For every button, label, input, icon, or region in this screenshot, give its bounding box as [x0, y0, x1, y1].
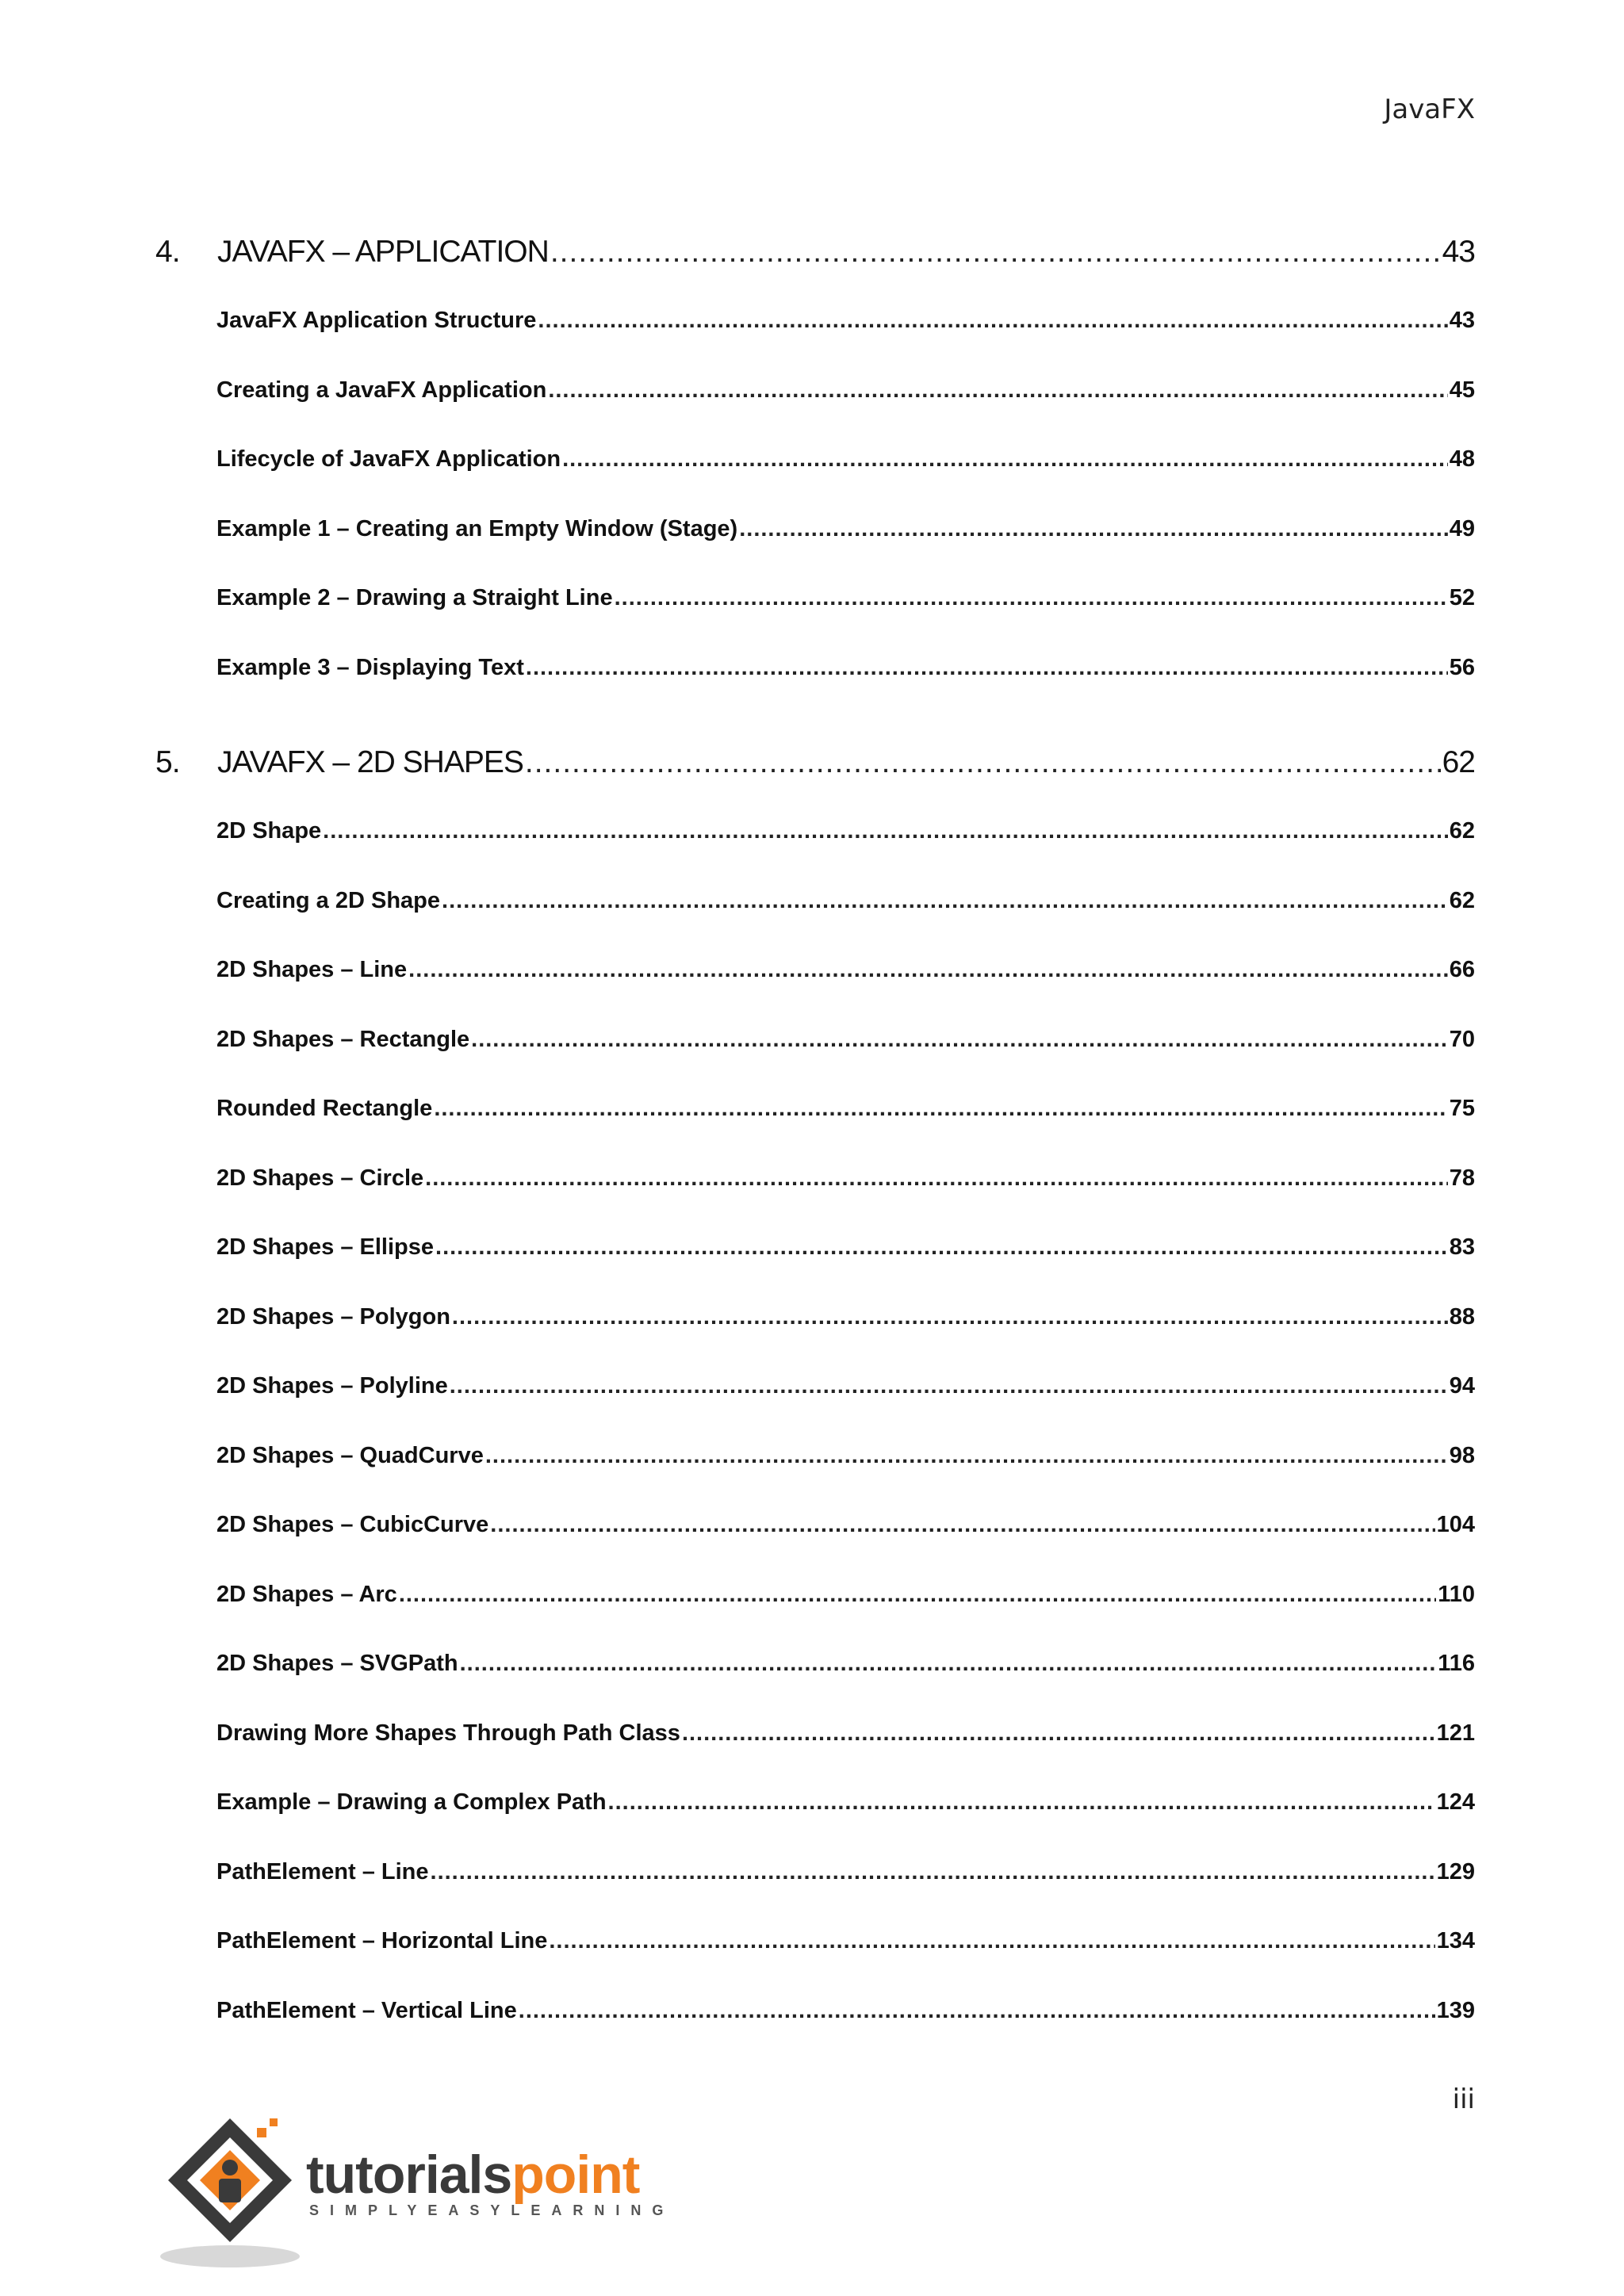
dot-leader: [408, 957, 1448, 983]
toc-section-entry[interactable]: [216, 1304, 1475, 1330]
section-title: Drawing More Shapes Through Path Class: [216, 1720, 680, 1746]
section-title: PathElement – Vertical Line: [216, 1997, 517, 2023]
section-page: 70: [1449, 1026, 1475, 1052]
dot-leader: [548, 377, 1447, 404]
chapter-page: 43: [1442, 235, 1475, 269]
section-title: 2D Shapes – Arc: [216, 1581, 397, 1607]
toc-section-entry[interactable]: [216, 1582, 1475, 1608]
tutorialspoint-logo: [151, 2101, 690, 2275]
section-title: 2D Shapes – CubicCurve: [216, 1512, 489, 1537]
toc-section-entry[interactable]: [216, 1720, 1475, 1747]
dot-leader: [562, 446, 1448, 473]
section-page: 62: [1449, 818, 1475, 844]
toc-chapter-entry[interactable]: [155, 235, 1475, 270]
section-page: 75: [1449, 1096, 1475, 1121]
section-page: 134: [1436, 1928, 1475, 1954]
section-page: 66: [1449, 957, 1475, 982]
dot-leader: [431, 1859, 1435, 1885]
section-title: 2D Shapes – Polygon: [216, 1303, 450, 1330]
dot-leader: [615, 585, 1448, 611]
toc-section-entry[interactable]: [216, 888, 1475, 914]
logo-wordmark-part2: point: [511, 2145, 640, 2205]
section-title: Example 3 – Displaying Text: [216, 654, 524, 680]
section-title: Lifecycle of JavaFX Application: [216, 446, 561, 472]
section-title: 2D Shapes – SVGPath: [216, 1651, 458, 1676]
section-page: 43: [1449, 308, 1475, 333]
section-title: Creating a 2D Shape: [216, 887, 441, 913]
section-page: 129: [1436, 1858, 1475, 1885]
section-title: 2D Shape: [216, 818, 322, 844]
section-title: Rounded Rectangle: [216, 1096, 433, 1121]
section-page: 116: [1438, 1651, 1475, 1676]
section-title: 2D Shapes – Polyline: [216, 1373, 448, 1399]
toc-section-entry[interactable]: [216, 655, 1475, 681]
section-page: 88: [1449, 1303, 1475, 1330]
chapter-title: JAVAFX – 2D SHAPES: [217, 745, 523, 779]
section-page: 52: [1449, 585, 1475, 610]
section-title: PathElement – Line: [216, 1858, 429, 1885]
section-page: 56: [1449, 654, 1475, 680]
dot-leader: [485, 1443, 1448, 1469]
section-page: 121: [1436, 1720, 1475, 1746]
section-page: 83: [1449, 1234, 1475, 1260]
dot-leader: [323, 818, 1448, 844]
section-page: 124: [1436, 1789, 1475, 1815]
toc-section-entry[interactable]: [216, 1234, 1475, 1261]
dot-leader: [538, 308, 1447, 334]
toc-section-entry[interactable]: [216, 1651, 1475, 1677]
toc-section-entry[interactable]: [216, 1096, 1475, 1122]
section-title: 2D Shapes – Ellipse: [216, 1234, 435, 1260]
toc-section-entry[interactable]: [216, 1998, 1475, 2024]
section-title: Creating a JavaFX Application: [216, 377, 547, 403]
dot-leader: [526, 655, 1448, 681]
section-title: 2D Shapes – Line: [216, 957, 408, 982]
section-page: 45: [1449, 377, 1475, 403]
dot-leader: [471, 1027, 1448, 1053]
toc-section-entry[interactable]: [216, 308, 1475, 334]
toc-section-entry[interactable]: [216, 818, 1475, 844]
section-title: 2D Shapes – Circle: [216, 1165, 424, 1191]
dot-leader: [525, 745, 1441, 780]
section-page: 94: [1449, 1373, 1475, 1399]
dot-leader: [608, 1789, 1435, 1816]
toc-section-entry[interactable]: [216, 516, 1475, 542]
section-page: 98: [1449, 1442, 1475, 1468]
dot-leader: [739, 516, 1448, 542]
toc-section-entry[interactable]: [216, 1027, 1475, 1053]
section-title: JavaFX Application Structure: [216, 308, 537, 333]
toc-section-entry[interactable]: [216, 1789, 1475, 1816]
dot-leader: [435, 1234, 1448, 1261]
section-title: PathElement – Horizontal Line: [216, 1928, 548, 1954]
section-title: 2D Shapes – Rectangle: [216, 1026, 470, 1052]
dot-leader: [490, 1512, 1434, 1538]
dot-leader: [682, 1720, 1435, 1747]
chapter-number: 4.: [155, 235, 180, 269]
dot-leader: [425, 1165, 1448, 1192]
dot-leader: [442, 888, 1448, 914]
chapter-number: 5.: [155, 745, 180, 779]
section-page: 104: [1436, 1512, 1475, 1537]
section-page: 48: [1449, 446, 1475, 472]
toc-section-entry[interactable]: [216, 1373, 1475, 1399]
section-page: 62: [1449, 887, 1475, 913]
dot-leader: [549, 1928, 1434, 1954]
page-number: iii: [1452, 2084, 1475, 2115]
chapter-page: 62: [1442, 745, 1475, 779]
toc-section-entry[interactable]: [216, 957, 1475, 983]
toc-section-entry[interactable]: [216, 446, 1475, 473]
dot-leader: [452, 1304, 1448, 1330]
logo-tagline: SIMPLYEASYLEARNING: [309, 2202, 675, 2218]
toc-section-entry[interactable]: [216, 1928, 1475, 1954]
section-page: 49: [1449, 515, 1475, 541]
section-title: Example 2 – Drawing a Straight Line: [216, 585, 613, 610]
dot-leader: [399, 1582, 1436, 1608]
toc-section-entry[interactable]: [216, 377, 1475, 404]
section-page: 78: [1449, 1165, 1475, 1191]
toc-section-entry[interactable]: [216, 1859, 1475, 1885]
toc-section-entry[interactable]: [216, 1165, 1475, 1192]
dot-leader: [550, 235, 1441, 270]
dot-leader: [450, 1373, 1448, 1399]
toc-section-entry[interactable]: [216, 1512, 1475, 1538]
logo-wordmark: [306, 2144, 639, 2206]
section-page: 139: [1436, 1997, 1475, 2023]
logo-wordmark-part1: tutorials: [306, 2145, 512, 2205]
section-title: Example – Drawing a Complex Path: [216, 1789, 607, 1815]
running-header: JavaFX: [1384, 94, 1475, 125]
dot-leader: [519, 1998, 1435, 2024]
chapter-title: JAVAFX – APPLICATION: [217, 235, 549, 269]
dot-leader: [460, 1651, 1437, 1677]
toc-section-entry[interactable]: [216, 1443, 1475, 1469]
section-title: Example 1 – Creating an Empty Window (Stage): [216, 515, 738, 541]
dot-leader: [434, 1096, 1447, 1122]
section-page: 110: [1438, 1581, 1475, 1607]
logo-diamond-icon: [151, 2101, 309, 2275]
section-title: 2D Shapes – QuadCurve: [216, 1442, 484, 1468]
toc-chapter-entry[interactable]: [155, 745, 1475, 780]
toc-section-entry[interactable]: [216, 585, 1475, 611]
